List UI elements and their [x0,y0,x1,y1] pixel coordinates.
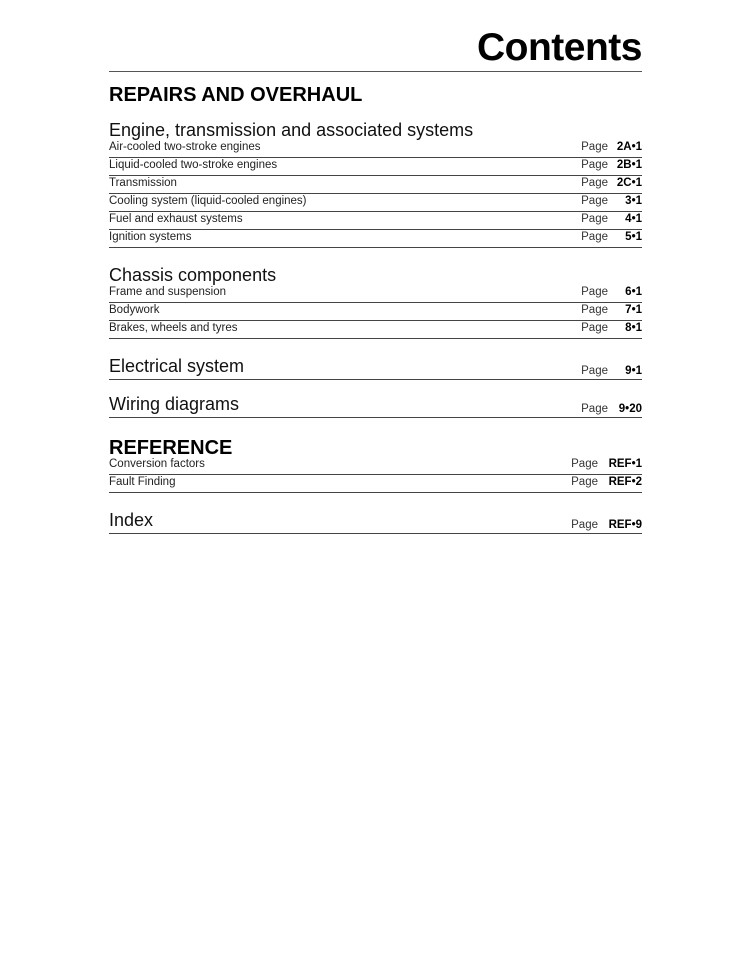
toc-entry-label: Bodywork [109,304,160,316]
page-number: REF•1 [608,458,642,470]
page-number: 2B•1 [616,159,642,171]
toc-entry-label: Electrical system [109,356,245,376]
page-word: Page [581,177,608,189]
chassis-section-heading: Chassis components [109,265,277,285]
toc-entry-wiring[interactable] [109,393,642,418]
toc-entry[interactable] [109,157,642,176]
toc-entry-label: Ignition systems [109,231,192,243]
page-word: Page [581,365,608,377]
toc-entry-electrical[interactable] [109,355,642,380]
toc-entry-label: Fuel and exhaust systems [109,213,243,225]
toc-entry-label: Cooling system (liquid-cooled engines) [109,195,307,207]
toc-entry[interactable] [109,139,642,158]
toc-entry[interactable] [109,193,642,212]
engine-section-heading: Engine, transmission and associated systems [109,120,474,140]
page-word: Page [581,304,608,316]
page-number: REF•2 [608,476,642,488]
page-word: Page [581,141,608,153]
page-number: 9•20 [618,403,642,415]
page-word: Page [571,476,598,488]
page-number: 3•1 [625,195,642,207]
toc-entry-index[interactable] [109,509,642,534]
page-number: 6•1 [625,286,642,298]
page-word: Page [581,286,608,298]
page-number: 5•1 [625,231,642,243]
page-word: Page [571,458,598,470]
toc-entry[interactable] [109,302,642,321]
toc-entry[interactable] [109,211,642,230]
toc-entry-label: Transmission [109,177,177,189]
title-divider [109,71,642,72]
page-word: Page [581,322,608,334]
toc-entry[interactable] [109,229,642,248]
page-word: Page [581,403,608,415]
page-word: Page [581,231,608,243]
toc-entry[interactable] [109,284,642,303]
toc-entry-label: Fault Finding [109,476,176,488]
page-number: 2A•1 [616,141,642,153]
toc-entry-label: Wiring diagrams [109,394,240,414]
page-word: Page [581,213,608,225]
page-number: 2C•1 [616,177,642,189]
toc-entry-label: Air-cooled two-stroke engines [109,141,261,153]
page-title: Contents [477,26,642,69]
toc-entry[interactable] [109,456,642,475]
toc-entry[interactable] [109,320,642,339]
page-number: REF•9 [608,519,642,531]
toc-entry[interactable] [109,474,642,493]
reference-heading: REFERENCE [109,437,233,459]
toc-entry-label: Index [109,510,154,530]
page-number: 9•1 [625,365,642,377]
toc-entry-label: Brakes, wheels and tyres [109,322,238,334]
page-word: Page [581,195,608,207]
toc-entry-label: Conversion factors [109,458,205,470]
toc-entry[interactable] [109,175,642,194]
page-number: 7•1 [625,304,642,316]
page-word: Page [581,159,608,171]
page-number: 8•1 [625,322,642,334]
toc-entry-label: Liquid-cooled two-stroke engines [109,159,278,171]
repairs-heading: REPAIRS AND OVERHAUL [109,84,363,106]
toc-entry-label: Frame and suspension [109,286,226,298]
page-number: 4•1 [625,213,642,225]
page-word: Page [571,519,598,531]
